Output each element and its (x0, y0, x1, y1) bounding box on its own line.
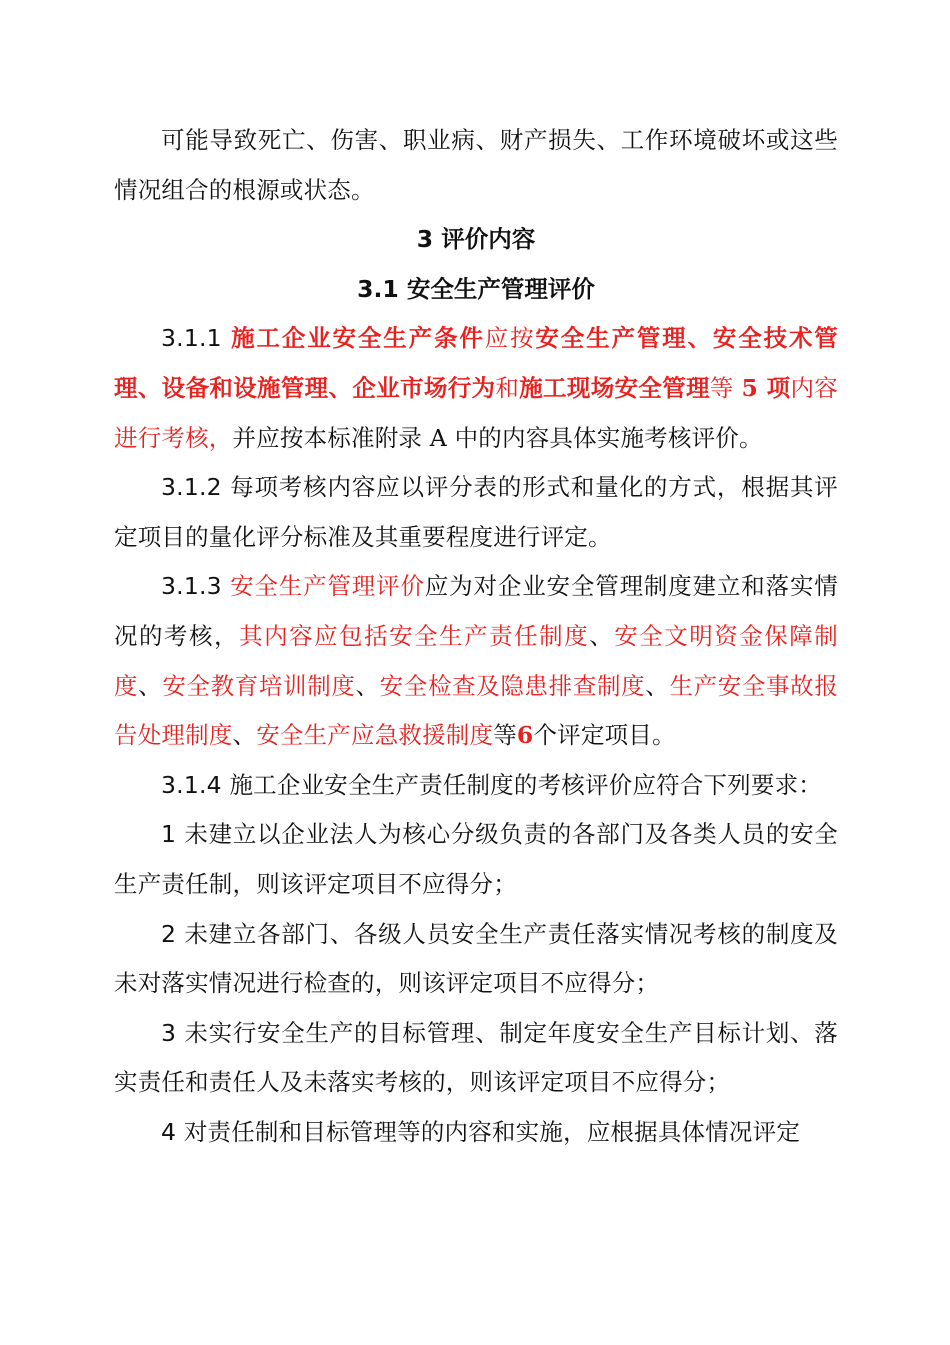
text-run: 施工企业安全生产条件 (231, 324, 485, 353)
text-run: 未建立各部门、各级人员安全生产责任落实情况考核的制度及未对落实情况进行检查的，则该评定项目不应得分； (114, 919, 838, 998)
text-run: 施工企业安全生产责任制度的考核评价应符合下列要求： (229, 770, 822, 799)
document-page (114, 116, 838, 1157)
text-run: 可能导致死亡、伤害、职业病、财产损失、工作环境破坏或这些情况组合的根源或状态。 (114, 126, 838, 204)
text-run: 、 (589, 621, 615, 650)
text-run: 应按 (484, 324, 536, 353)
body-paragraph (114, 910, 838, 1009)
body-paragraph (114, 1009, 838, 1108)
text-run: 3.1.4 (161, 770, 230, 799)
text-run: 安全文明资金保障制度 (114, 621, 838, 700)
body-paragraph (114, 314, 838, 463)
text-run: 3.1.2 (161, 473, 231, 502)
text-run: 3.1.1 (161, 324, 232, 353)
text-run: 对责任制和目标管理等的内容和实施，应根据具体情况评定 (183, 1117, 801, 1146)
text-run: 6 (516, 721, 534, 750)
text-run: 项 (758, 373, 791, 402)
text-run: 安全检查及隐患排查制度 (379, 671, 646, 700)
body-paragraph (114, 810, 838, 909)
text-run: 未建立以企业法人为核心分级负责的各部门及各类人员的安全生产责任制，则该评定项目不应得分； (114, 820, 838, 898)
body-paragraph (114, 116, 838, 215)
text-run: 3.1 安全生产管理评价 (357, 274, 595, 303)
text-run: 1 (161, 820, 185, 849)
body-paragraph (114, 463, 838, 562)
text-run: 2 (161, 919, 185, 948)
text-run: 、 (138, 671, 163, 700)
text-run: 5 (741, 373, 759, 402)
text-run: 、 (355, 671, 380, 700)
text-run: 等 (493, 721, 517, 750)
body-paragraph (114, 1108, 838, 1158)
text-run: 安全教育培训制度 (162, 671, 356, 700)
text-run: 施工现场安全管理 (519, 373, 710, 402)
text-run: 并应按本标准附录 A 中的内容具体实施考核评价。 (232, 423, 763, 452)
text-run: 个评定项目。 (533, 721, 676, 750)
section-heading (114, 215, 838, 265)
text-run: 未实行安全生产的目标管理、制定年度安全生产目标计划、落实责任和责任人及未落实考核的，则该评定项目不应得分； (114, 1018, 838, 1097)
body-paragraph (114, 761, 838, 811)
section-heading (114, 265, 838, 315)
text-run: 等 (709, 373, 742, 402)
text-run: 3 评价内容 (416, 225, 536, 254)
text-run: 、 (645, 671, 670, 700)
text-run: 4 (161, 1117, 184, 1146)
text-run: 、 (232, 721, 257, 750)
text-run: 安全生产管理评价 (230, 572, 425, 601)
text-run: 和 (495, 373, 520, 402)
text-run: 应为对企业安全管理制度建立和落实情况的考核， (114, 572, 838, 650)
text-run: 3.1.3 (161, 572, 231, 601)
body-paragraph (114, 562, 838, 760)
text-run: 每项考核内容应以评分表的形式和量化的方式，根据其评定项目的量化评分标准及其重要程度进行评定。 (114, 473, 838, 551)
text-run: 生产安全事故报告处理制度 (114, 671, 839, 750)
text-run: 其内容应包括安全生产责任制度 (239, 621, 590, 650)
text-run: 安全生产应急救援制度 (256, 721, 494, 750)
text-run: 内容进行考核， (114, 373, 838, 452)
text-run: 3 (161, 1018, 185, 1047)
text-run: 安全生产管理、安全技术管理、设备和设施管理、企业市场行为 (114, 324, 839, 402)
